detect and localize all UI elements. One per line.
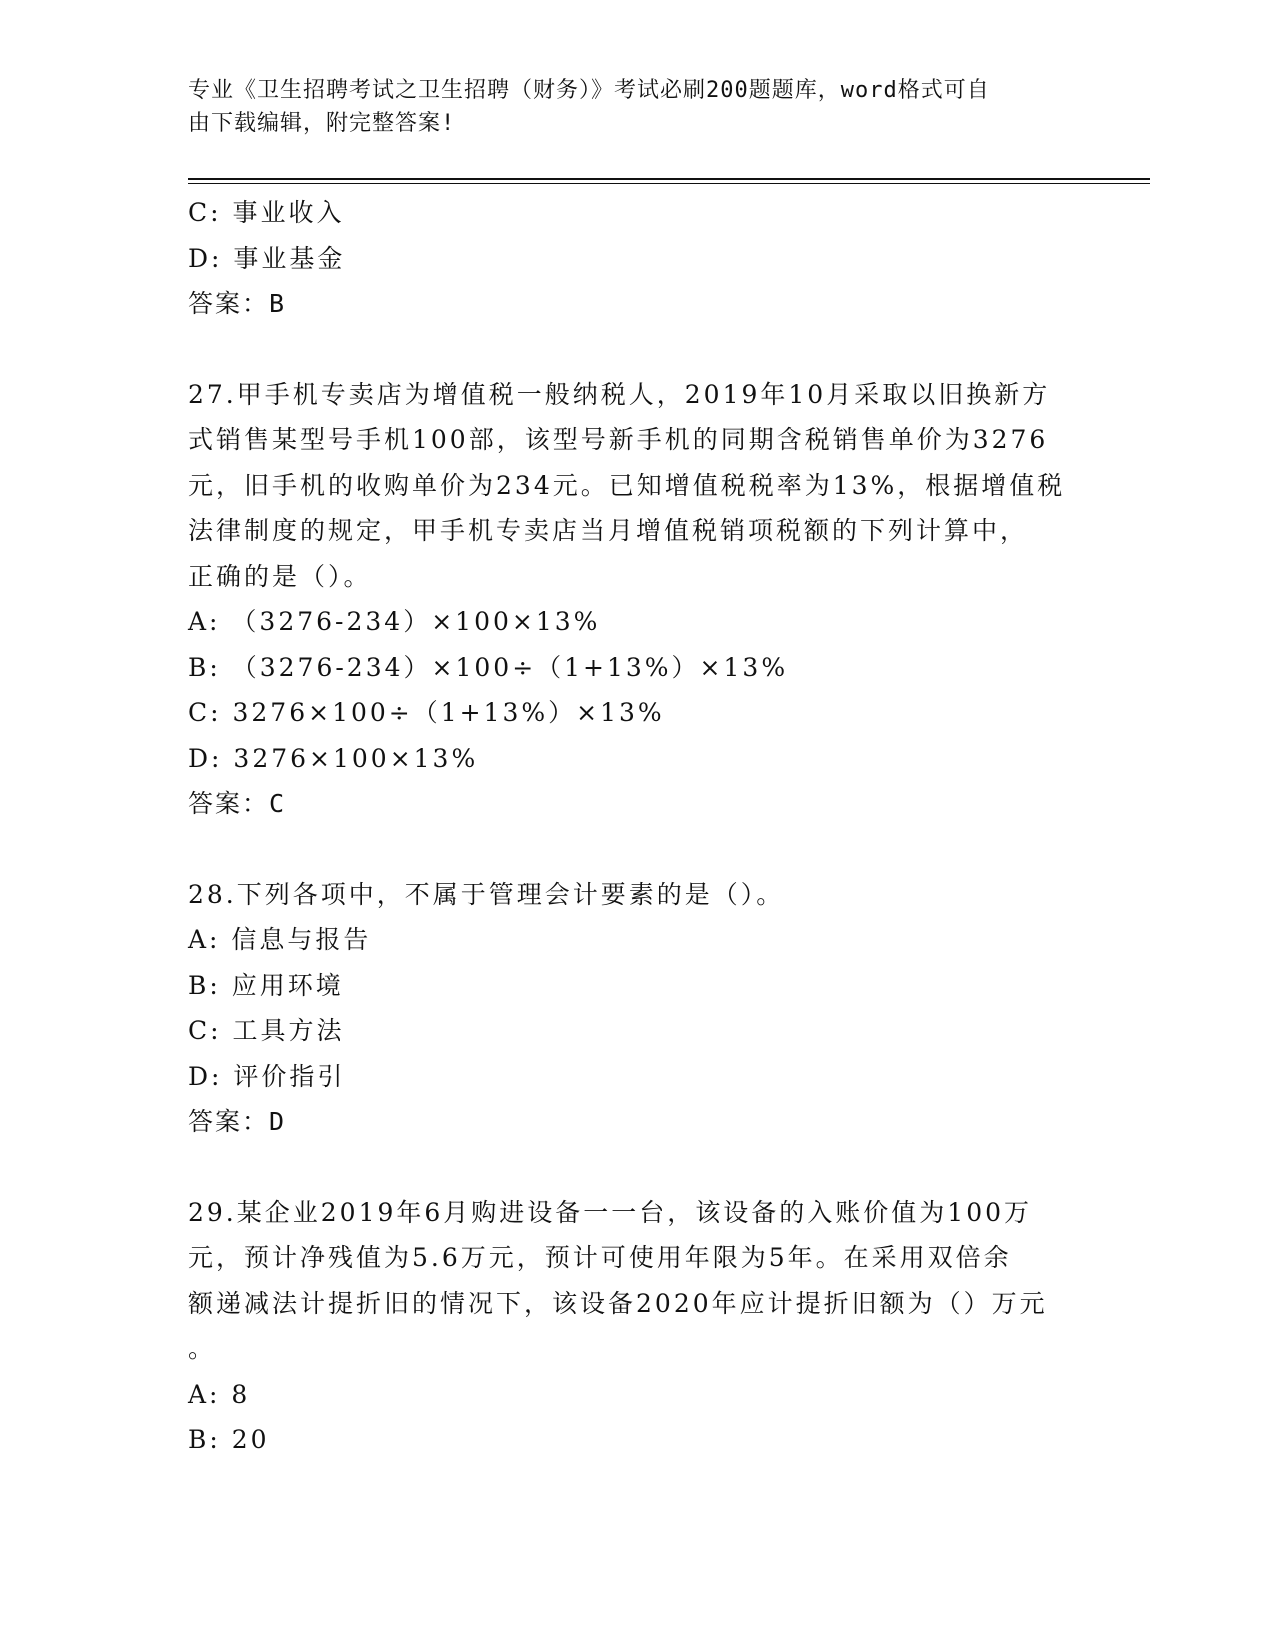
document-body bbox=[188, 190, 1088, 1463]
question-stem-line: 。 bbox=[188, 1334, 217, 1363]
question-28 bbox=[188, 872, 1088, 1145]
question-stem-line: 28.下列各项中，不属于管理会计要素的是（）。 bbox=[188, 879, 785, 909]
page-header bbox=[188, 74, 1068, 140]
answer-line: 答案：B bbox=[188, 289, 287, 318]
question-stem-line: 法律制度的规定，甲手机专卖店当月增值税销项税额的下列计算中， bbox=[188, 516, 1029, 545]
header-line-2: 由下载编辑，附完整答案! bbox=[188, 111, 456, 136]
question-stem-line: 额递减法计提折旧的情况下，该设备2020年应计提折旧额为（）万元 bbox=[188, 1288, 1048, 1318]
question-stem-line: 27.甲手机专卖店为增值税一般纳税人，2019年10月采取以旧换新方 bbox=[188, 379, 1051, 409]
question-29 bbox=[188, 1190, 1088, 1463]
spacer bbox=[188, 1145, 1088, 1190]
option-b: B: 应用环境 bbox=[188, 970, 344, 1000]
spacer bbox=[188, 827, 1088, 872]
question-stem-line: 29.某企业2019年6月购进设备一一台，该设备的入账价值为100万 bbox=[188, 1197, 1033, 1227]
question-27 bbox=[188, 372, 1088, 827]
question-stem-line: 式销售某型号手机100部，该型号新手机的同期含税销售单价为3276 bbox=[188, 425, 1049, 454]
answer-line: 答案：C bbox=[188, 789, 287, 818]
question-stem-line: 元，预计净残值为5.6万元，预计可使用年限为5年。在采用双倍余 bbox=[188, 1243, 1012, 1272]
option-d: D: 3276×100×13% bbox=[188, 743, 479, 773]
question-stem-line: 正确的是（）。 bbox=[188, 561, 372, 591]
option-c: C: 事业收入 bbox=[188, 198, 345, 227]
option-b: B: 20 bbox=[188, 1425, 270, 1454]
question-26-tail bbox=[188, 190, 1088, 327]
option-a: A: 8 bbox=[188, 1379, 251, 1409]
option-a: A: （3276-234）×100×13% bbox=[188, 607, 601, 636]
option-d: D: 事业基金 bbox=[188, 243, 346, 273]
option-b: B: （3276-234）×100÷（1+13%）×13% bbox=[188, 652, 789, 682]
spacer bbox=[188, 327, 1088, 372]
option-c: C: 3276×100÷（1+13%）×13% bbox=[188, 698, 665, 727]
option-d: D: 评价指引 bbox=[188, 1061, 346, 1091]
header-divider-thin bbox=[188, 183, 1150, 184]
option-a: A: 信息与报告 bbox=[188, 925, 372, 954]
option-c: C: 工具方法 bbox=[188, 1016, 345, 1045]
question-stem-line: 元，旧手机的收购单价为234元。已知增值税税率为13%，根据增值税 bbox=[188, 470, 1066, 500]
header-divider-thick bbox=[188, 178, 1150, 180]
header-line-1: 专业《卫生招聘考试之卫生招聘（财务）》考试必刷200题题库，word格式可自 bbox=[188, 78, 990, 103]
answer-line: 答案：D bbox=[188, 1107, 287, 1136]
